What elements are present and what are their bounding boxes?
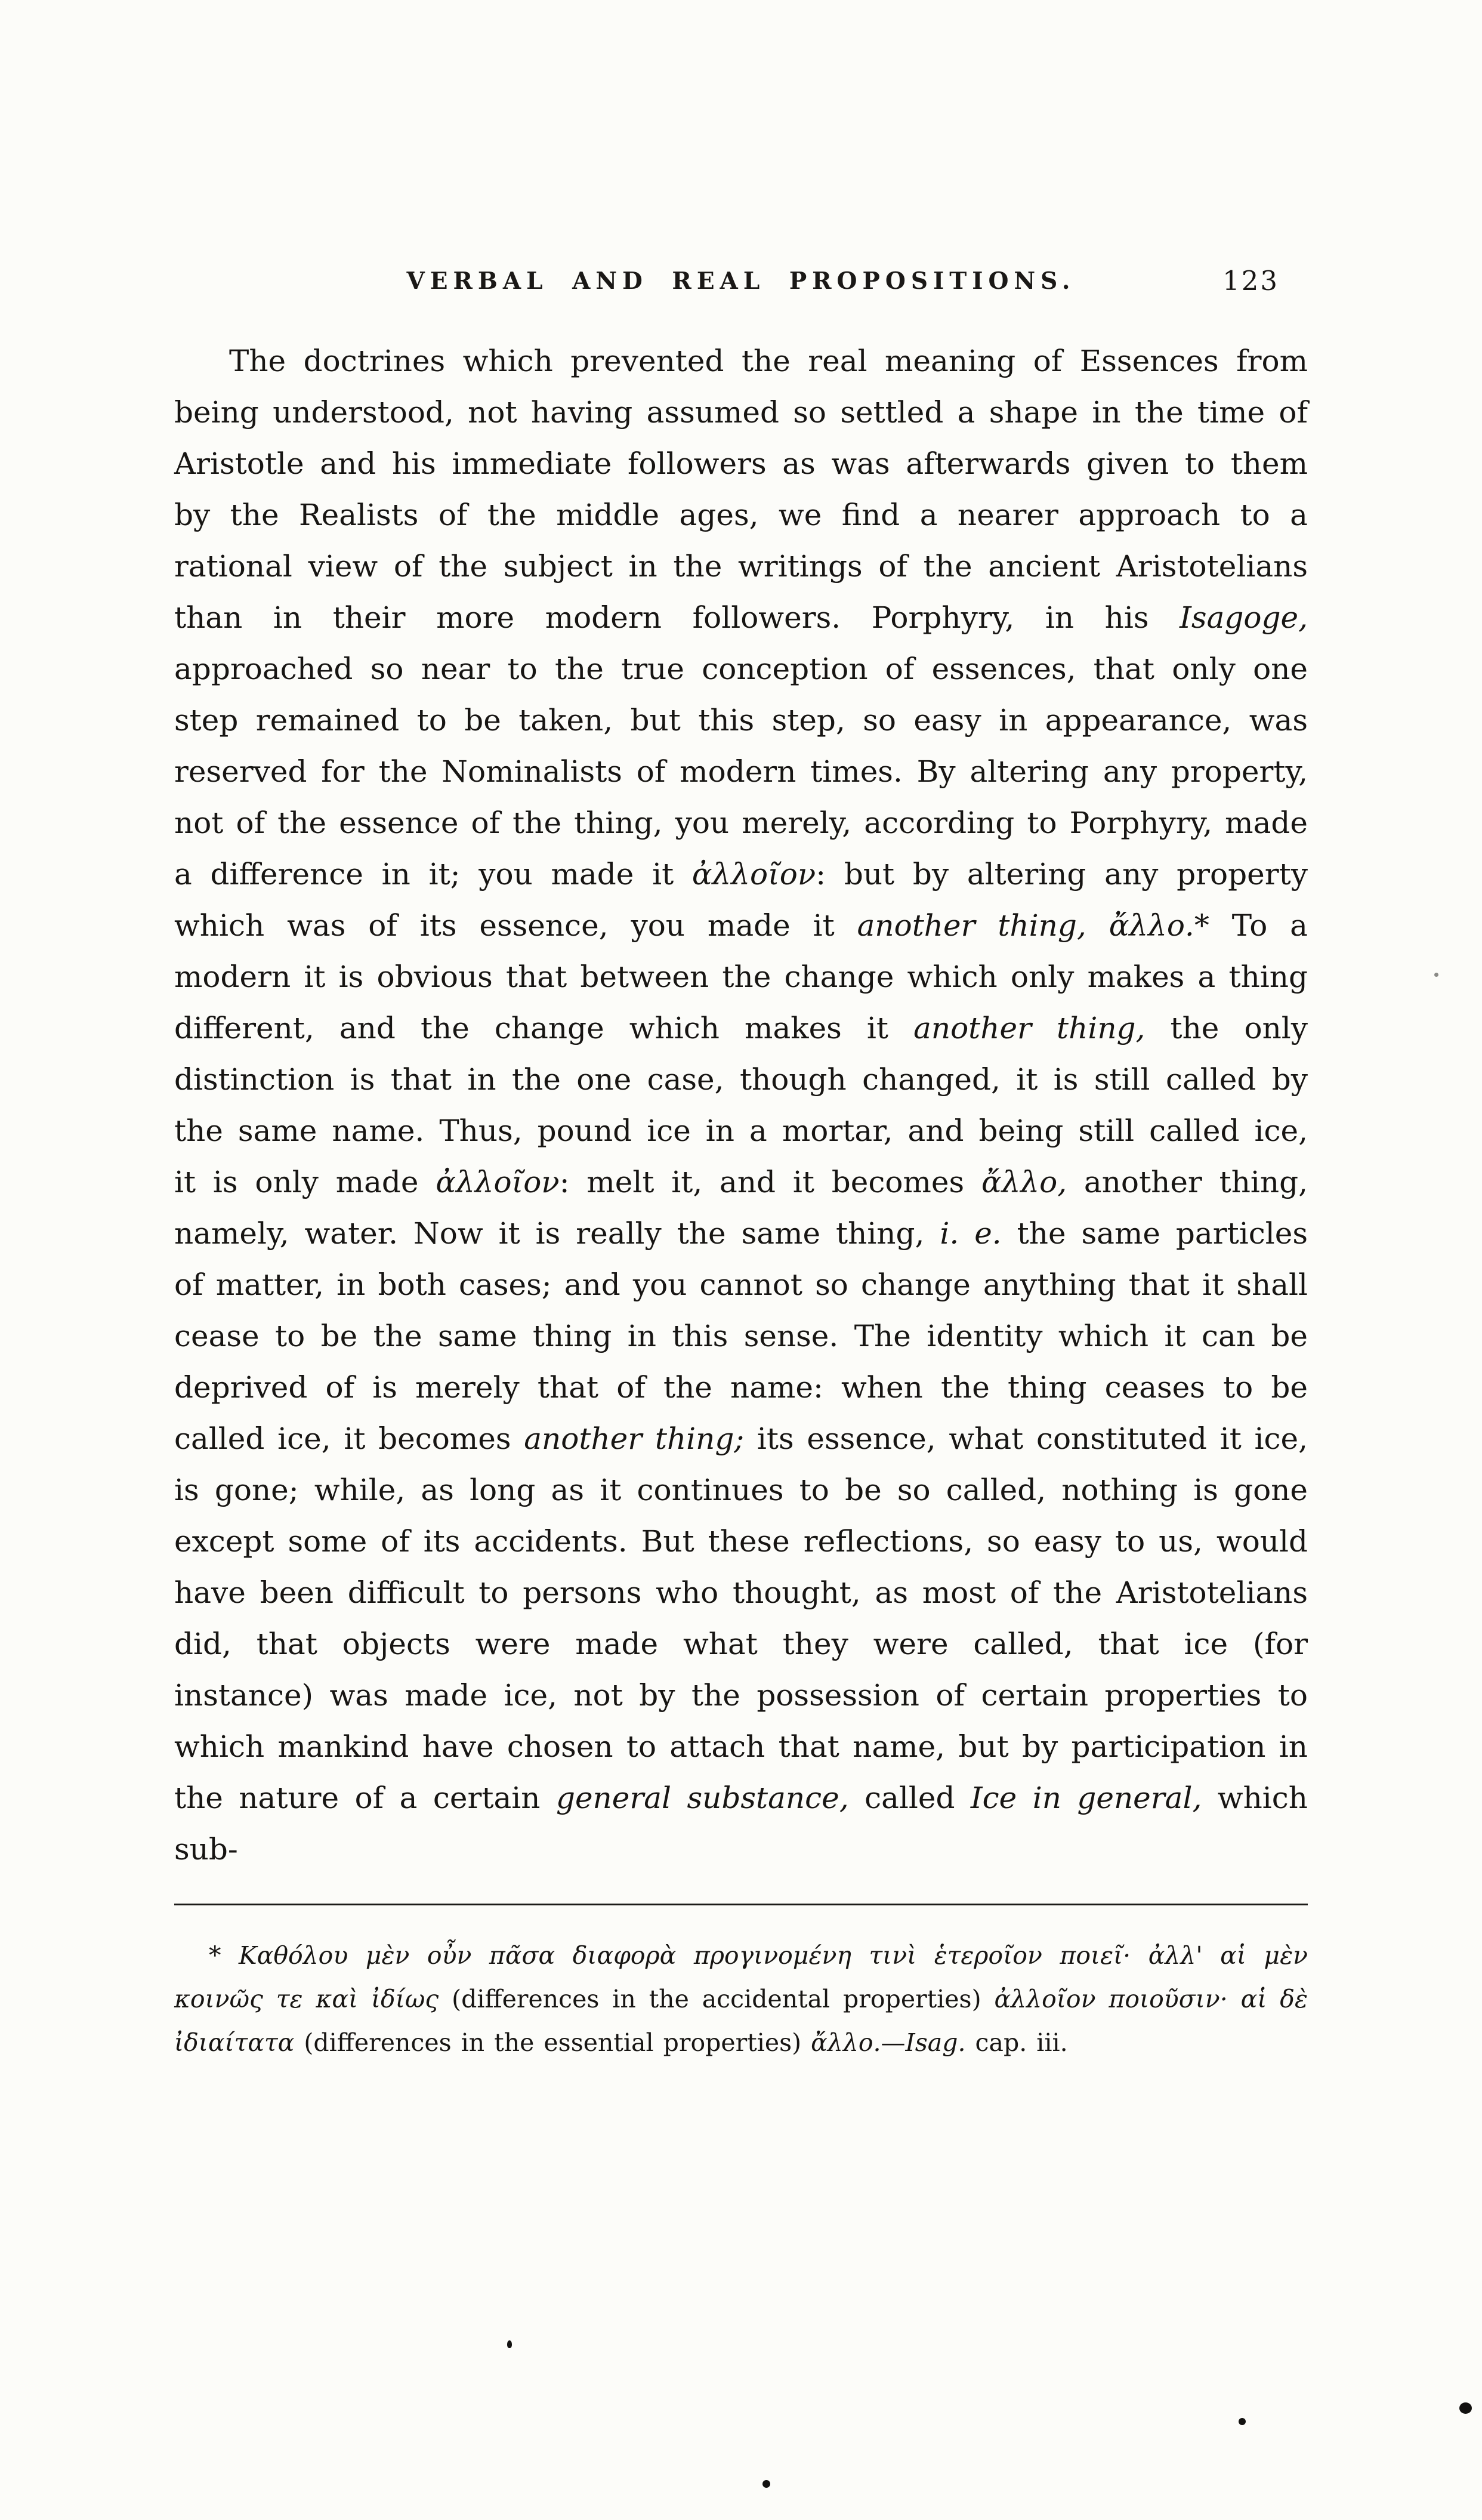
text-segment: * To a modern it is obvious that between the change which only makes a thing different, and the change which makes it [174, 908, 1308, 1045]
text-segment: Καθόλου μὲν οὖν πᾶσα διαφορὰ προγινομένη τινὶ ἑτεροῖον ποιεῖ· ἀλλ' αἱ μὲν κοινῶς τε καὶ ἰδίως [174, 1941, 1308, 2013]
text-segment: another thing, [913, 1011, 1146, 1045]
text-segment: (differences in the accidental properties) [452, 1985, 995, 2013]
ink-speck [1459, 2402, 1472, 2414]
text-segment: (differences in the essential properties) [304, 2028, 811, 2057]
text-segment: which sub- [174, 1781, 1308, 1867]
text-segment: approached so near to the true conception of essences, that only one step remained to be taken, but this step, so easy in appearance, was reserved for the Nominalists of modern times. By altering any property, not of the essence of the thing, you merely, according to Porphyry, made a difference in it; you made it [174, 652, 1308, 892]
text-segment [1086, 908, 1109, 943]
text-segment: the only distinction is that in the one case, though changed, it is still called by the same name. Thus, pound ice in a mortar, and being still called ice, it is only made [174, 1011, 1308, 1199]
text-segment: : but by altering any property which was of its essence, you made it [174, 857, 1308, 943]
text-segment: another thing; [524, 1421, 745, 1456]
text-segment: ἀλλοῖον [436, 1165, 560, 1199]
text-segment: Ice in general, [970, 1781, 1202, 1815]
text-segment: i. e. [940, 1216, 1002, 1251]
body-paragraph [174, 335, 1308, 1875]
ink-speck [1239, 2418, 1246, 2425]
text-segment: the same particles of matter, in both cases; and you cannot so change anything that it shall cease to be the same thing in this sense. The identity which it can be deprived of is merely that of the name: when the thing ceases to be called ice, it becomes [174, 1216, 1308, 1456]
running-header-title: VERBAL AND REAL PROPOSITIONS. [406, 267, 1076, 295]
ink-speck [762, 2480, 770, 2488]
footnote-rule [174, 1904, 1308, 1905]
running-header [174, 267, 1308, 304]
text-segment: called [848, 1781, 971, 1815]
text-segment: general substance, [555, 1781, 849, 1815]
text-segment: ἀλλοῖον ποιοῦσιν· αἱ δὲ ἰδιαίτατα [174, 1985, 1308, 2057]
text-segment: — [881, 2028, 906, 2057]
page-number: 123 [1222, 265, 1279, 297]
text-segment: another thing, [857, 908, 1086, 943]
text-segment: ἄλλο, [981, 1165, 1067, 1199]
text-segment: another thing, namely, water. Now it is really the same thing, [174, 1165, 1308, 1251]
text-segment: * [209, 1941, 239, 1970]
ink-speck [507, 2340, 512, 2348]
text-segment: The doctrines which prevented the real meaning of Essences from being understood, not having assumed so settled a shape in the time of Aristotle and his immediate followers as was afterwards given to them by the Realists of the middle ages, we find a nearer approach to a rational view of the subject in the writings of the ancient Aristotelians than in their more modern followers. Porphyry, in his [174, 344, 1308, 635]
text-segment: Isagoge, [1180, 600, 1308, 635]
text-segment: Isag. [905, 2028, 966, 2057]
text-segment: its essence, what constituted it ice, is gone; while, as long as it continues to be so called, nothing is gone except some of its accidents. But these reflections, so easy to us, would have been difficult to persons who thought, as most of the Aristotelians did, that objects were made what they were called, that ice (for instance) was made ice, not by the possession of certain properties to which mankind have chosen to attach that name, but by participation in the nature of a certain [174, 1421, 1308, 1815]
text-segment: ἀλλοῖον [691, 857, 816, 892]
text-segment: ἄλλο. [811, 2028, 881, 2057]
ink-speck [1434, 973, 1438, 977]
text-segment: cap. iii. [965, 2028, 1068, 2057]
footnote-paragraph [174, 1934, 1308, 2065]
page-content [174, 267, 1308, 2065]
text-segment: : melt it, and it becomes [559, 1165, 981, 1199]
text-segment: ἄλλο. [1109, 908, 1194, 943]
